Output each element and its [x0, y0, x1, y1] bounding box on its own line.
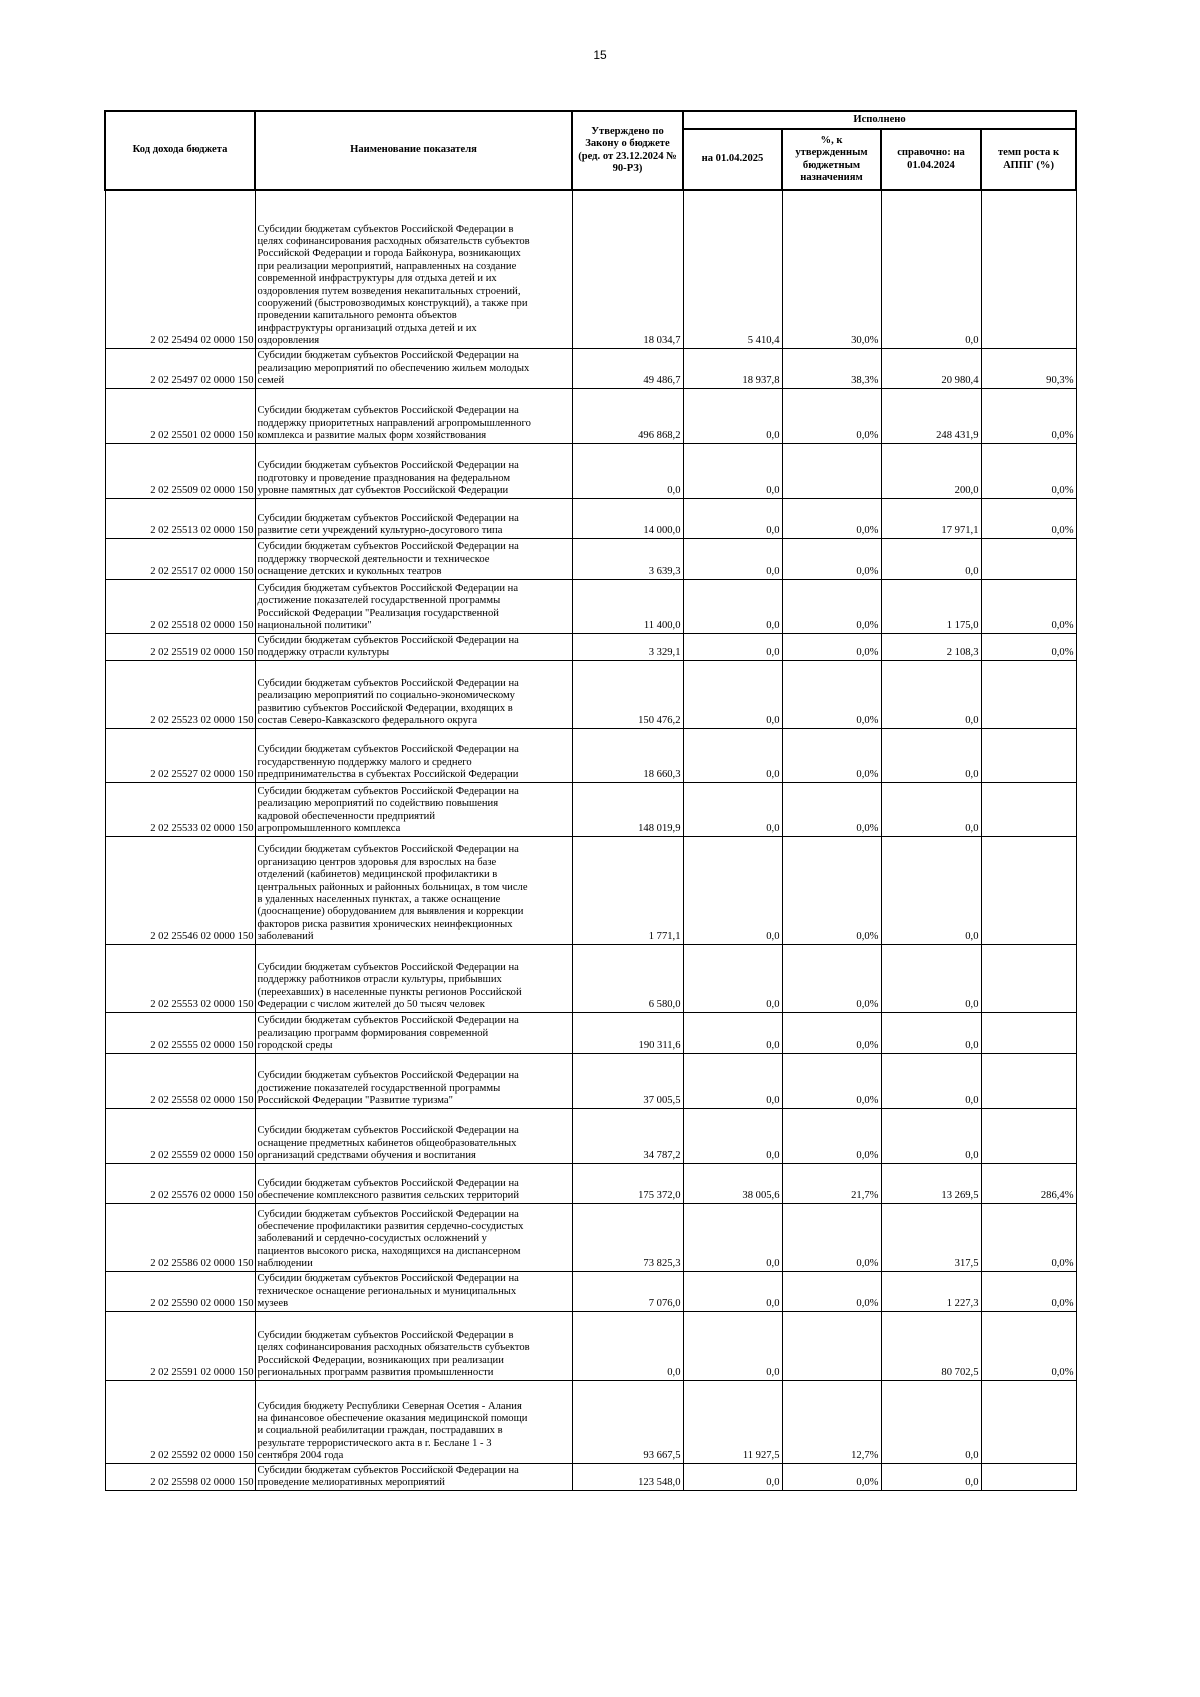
row-reference: 1 227,3	[881, 1271, 981, 1311]
table-row	[105, 498, 1076, 538]
row-name-line: кадровой обеспеченности предприятий	[257, 810, 436, 822]
row-code: 2 02 25555 02 0000 150	[105, 1012, 255, 1053]
row-percent: 0,0%	[782, 633, 881, 660]
row-date: 0,0	[683, 579, 782, 633]
row-code: 2 02 25518 02 0000 150	[105, 579, 255, 633]
row-name	[255, 1203, 572, 1271]
row-name-line: и социальной реабилитации граждан, пострадавших в	[257, 1425, 503, 1437]
row-reference: 0,0	[881, 728, 981, 782]
row-name-line: Субсидии бюджетам субъектов Российской Федерации на	[257, 785, 519, 797]
row-percent	[782, 443, 881, 498]
row-name-line: предпринимательства в субъектах Российской Федерации	[257, 769, 519, 781]
table-body	[105, 190, 1076, 1490]
row-name	[255, 348, 572, 388]
row-name-line: техническое оснащение региональных и муниципальных	[257, 1285, 517, 1297]
row-code: 2 02 25523 02 0000 150	[105, 660, 255, 728]
row-name	[255, 1311, 572, 1380]
table-row	[105, 538, 1076, 579]
row-approved: 496 868,2	[572, 388, 683, 443]
header-growth: темп роста к АППГ (%)	[981, 129, 1076, 190]
row-name	[255, 728, 572, 782]
row-name-line: на финансовое обеспечение оказания медицинской помощи	[257, 1412, 528, 1424]
row-name-line: Российской Федерации "Развитие туризма"	[257, 1095, 453, 1107]
row-name-line: оздоровления	[257, 335, 320, 347]
row-percent: 0,0%	[782, 538, 881, 579]
header-executed: Исполнено	[683, 111, 1076, 129]
row-code: 2 02 25533 02 0000 150	[105, 782, 255, 836]
row-growth	[981, 660, 1076, 728]
row-name-line: реализацию мероприятий по социально-экономическому	[257, 690, 515, 702]
header-reference: справочно: на 01.04.2024	[881, 129, 981, 190]
row-code: 2 02 25559 02 0000 150	[105, 1108, 255, 1163]
table-row	[105, 190, 1076, 348]
header-code: Код дохода бюджета	[105, 111, 255, 190]
row-name-line: Российской Федерации "Реализация государственной	[257, 607, 499, 619]
row-name-line: Субсидии бюджетам субъектов Российской Федерации на	[257, 1015, 519, 1027]
row-percent: 0,0%	[782, 1108, 881, 1163]
row-name-line: агропромышленного комплекса	[257, 823, 401, 835]
row-name	[255, 1463, 572, 1490]
row-date: 0,0	[683, 538, 782, 579]
row-approved: 3 329,1	[572, 633, 683, 660]
row-code: 2 02 25586 02 0000 150	[105, 1203, 255, 1271]
row-name-line: инфраструктуры организаций отдыха детей и их	[257, 322, 477, 334]
table-row	[105, 1271, 1076, 1311]
row-reference: 0,0	[881, 538, 981, 579]
row-name-line: Субсидии бюджетам субъектов Российской Федерации на	[257, 1464, 519, 1476]
row-growth: 90,3%	[981, 348, 1076, 388]
row-approved: 1 771,1	[572, 836, 683, 944]
row-date: 0,0	[683, 1053, 782, 1108]
row-growth	[981, 728, 1076, 782]
row-approved: 93 667,5	[572, 1380, 683, 1463]
row-name-line: реализацию мероприятий по содействию повышения	[257, 798, 499, 810]
row-name-line: Субсидия бюджету Республики Северная Осетия - Алания	[257, 1400, 522, 1412]
row-percent: 0,0%	[782, 782, 881, 836]
row-code: 2 02 25598 02 0000 150	[105, 1463, 255, 1490]
row-name-line: Субсидии бюджетам субъектов Российской Федерации на	[257, 1177, 519, 1189]
row-code: 2 02 25590 02 0000 150	[105, 1271, 255, 1311]
row-date: 0,0	[683, 1012, 782, 1053]
row-code: 2 02 25517 02 0000 150	[105, 538, 255, 579]
row-name-line: Субсидии бюджетам субъектов Российской Федерации на	[257, 961, 519, 973]
row-percent: 12,7%	[782, 1380, 881, 1463]
row-name-line: организаций средствами обучения и воспитания	[257, 1150, 476, 1162]
row-percent: 0,0%	[782, 836, 881, 944]
row-date: 0,0	[683, 660, 782, 728]
row-name-line: организацию центров здоровья для взрослых на базе	[257, 856, 497, 868]
row-approved: 37 005,5	[572, 1053, 683, 1108]
table-row	[105, 1012, 1076, 1053]
row-name-line: обеспечение комплексного развития сельских территорий	[257, 1190, 519, 1202]
row-approved: 11 400,0	[572, 579, 683, 633]
row-name-line: Субсидии бюджетам субъектов Российской Федерации на	[257, 634, 519, 646]
row-name	[255, 443, 572, 498]
table-row	[105, 782, 1076, 836]
row-approved: 150 476,2	[572, 660, 683, 728]
row-name-line: поддержку творческой деятельности и техническое	[257, 553, 490, 565]
row-name-line: целях софинансирования расходных обязательств субъектов	[257, 1342, 530, 1354]
table-row	[105, 1163, 1076, 1203]
row-date: 38 005,6	[683, 1163, 782, 1203]
row-percent: 0,0%	[782, 498, 881, 538]
table-row	[105, 1108, 1076, 1163]
row-code: 2 02 25509 02 0000 150	[105, 443, 255, 498]
row-date: 0,0	[683, 388, 782, 443]
row-reference: 17 971,1	[881, 498, 981, 538]
row-name-line: современной инфраструктуры для отдыха детей и их	[257, 273, 497, 285]
row-reference: 20 980,4	[881, 348, 981, 388]
row-name-line: Субсидии бюджетам субъектов Российской Федерации на	[257, 1070, 519, 1082]
row-name-line: государственную поддержку малого и среднего	[257, 756, 472, 768]
row-name-line: сооружений (быстровозводимых конструкций), а также при	[257, 297, 528, 309]
row-name	[255, 1163, 572, 1203]
row-growth	[981, 836, 1076, 944]
row-name	[255, 190, 572, 348]
table-row	[105, 944, 1076, 1012]
row-name-line: Субсидии бюджетам субъектов Российской Федерации на	[257, 677, 519, 689]
row-date: 0,0	[683, 1463, 782, 1490]
row-name-line: подготовку и проведение празднования на федеральном	[257, 472, 511, 484]
row-name-line: результате террористического акта в г. Беслане 1 - 3	[257, 1437, 492, 1449]
row-name-line: оздоровления путем возведения некапитальных строений,	[257, 285, 521, 297]
row-approved: 6 580,0	[572, 944, 683, 1012]
header-approved: Утверждено по Закону о бюджете (ред. от 23.12.2024 № 90-РЗ)	[572, 111, 683, 190]
row-reference: 248 431,9	[881, 388, 981, 443]
row-date: 0,0	[683, 1271, 782, 1311]
row-growth: 0,0%	[981, 1203, 1076, 1271]
row-growth	[981, 944, 1076, 1012]
row-growth	[981, 1380, 1076, 1463]
row-name-line: комплекса и развитие малых форм хозяйствования	[257, 430, 487, 442]
row-reference: 0,0	[881, 782, 981, 836]
row-growth: 0,0%	[981, 579, 1076, 633]
row-name-line: в удаленных населенных пунктах, а также оснащение	[257, 893, 501, 905]
row-date: 18 937,8	[683, 348, 782, 388]
row-growth: 0,0%	[981, 633, 1076, 660]
row-name-line: Субсидия бюджетам субъектов Российской Федерации на	[257, 582, 519, 594]
row-growth	[981, 538, 1076, 579]
row-reference: 0,0	[881, 1108, 981, 1163]
header-percent: %, к утвержденным бюджетным назначениям	[782, 129, 881, 190]
row-name-line: поддержку отрасли культуры	[257, 647, 390, 659]
row-name-line: развитию субъектов Российской Федерации, входящих в	[257, 702, 513, 714]
row-approved: 0,0	[572, 443, 683, 498]
row-date: 0,0	[683, 728, 782, 782]
table-row	[105, 579, 1076, 633]
row-name-line: Субсидии бюджетам субъектов Российской Федерации на	[257, 1273, 519, 1285]
row-name-line: реализацию мероприятий по обеспечению жильем молодых	[257, 362, 530, 374]
header-date: на 01.04.2025	[683, 129, 782, 190]
row-approved: 49 486,7	[572, 348, 683, 388]
row-code: 2 02 25527 02 0000 150	[105, 728, 255, 782]
row-reference: 0,0	[881, 1380, 981, 1463]
row-reference: 0,0	[881, 660, 981, 728]
row-approved: 190 311,6	[572, 1012, 683, 1053]
row-name-line: достижение показателей государственной программы	[257, 595, 501, 607]
row-name-line: состав Северо-Кавказского федерального округа	[257, 715, 478, 727]
row-name-line: заболеваний	[257, 931, 314, 943]
row-reference: 0,0	[881, 944, 981, 1012]
row-approved: 73 825,3	[572, 1203, 683, 1271]
row-name-line: центральных районных и районных больницах, в том числе	[257, 881, 528, 893]
row-name	[255, 579, 572, 633]
row-name	[255, 388, 572, 443]
row-name-line: проведение мелиоративных мероприятий	[257, 1477, 445, 1489]
table-row	[105, 836, 1076, 944]
row-code: 2 02 25494 02 0000 150	[105, 190, 255, 348]
row-percent: 0,0%	[782, 1053, 881, 1108]
row-approved: 3 639,3	[572, 538, 683, 579]
row-growth	[981, 1053, 1076, 1108]
row-name-line: музеев	[257, 1298, 289, 1310]
row-name-line: заболеваний и сердечно-сосудистых осложнений у	[257, 1233, 487, 1245]
row-name-line: Субсидии бюджетам субъектов Российской Федерации на	[257, 844, 519, 856]
row-name-line: городской среды	[257, 1040, 333, 1052]
row-percent: 0,0%	[782, 1271, 881, 1311]
row-name-line: обеспечение профилактики развития сердечно-сосудистых	[257, 1220, 524, 1232]
table-row	[105, 1053, 1076, 1108]
row-reference: 13 269,5	[881, 1163, 981, 1203]
row-date: 0,0	[683, 633, 782, 660]
row-name	[255, 538, 572, 579]
row-code: 2 02 25592 02 0000 150	[105, 1380, 255, 1463]
row-reference: 0,0	[881, 836, 981, 944]
table-row	[105, 660, 1076, 728]
row-reference: 0,0	[881, 1012, 981, 1053]
row-name-line: оснащение предметных кабинетов общеобразовательных	[257, 1137, 517, 1149]
row-name	[255, 1271, 572, 1311]
row-name-line: пациентов высокого риска, находящихся на диспансерном	[257, 1245, 521, 1257]
row-date: 0,0	[683, 1311, 782, 1380]
row-name	[255, 498, 572, 538]
row-code: 2 02 25546 02 0000 150	[105, 836, 255, 944]
row-growth: 0,0%	[981, 443, 1076, 498]
row-name-line: Субсидии бюджетам субъектов Российской Федерации на	[257, 460, 519, 472]
row-name-line: при реализации мероприятий, направленных на создание	[257, 260, 517, 272]
row-name	[255, 836, 572, 944]
row-reference: 80 702,5	[881, 1311, 981, 1380]
row-reference: 2 108,3	[881, 633, 981, 660]
table-row	[105, 728, 1076, 782]
row-name-line: оснащение детских и кукольных театров	[257, 566, 442, 578]
row-growth: 0,0%	[981, 498, 1076, 538]
row-name-line: Субсидии бюджетам субъектов Российской Федерации на	[257, 541, 519, 553]
row-date: 0,0	[683, 836, 782, 944]
row-percent: 0,0%	[782, 1203, 881, 1271]
row-name-line: (переехавших) в населенные пункты регионов Российской	[257, 986, 522, 998]
row-name-line: достижение показателей государственной программы	[257, 1082, 501, 1094]
row-reference: 0,0	[881, 1463, 981, 1490]
row-approved: 123 548,0	[572, 1463, 683, 1490]
row-date: 0,0	[683, 443, 782, 498]
table-row	[105, 1463, 1076, 1490]
table-row	[105, 1380, 1076, 1463]
row-approved: 148 019,9	[572, 782, 683, 836]
row-date: 0,0	[683, 1108, 782, 1163]
row-reference: 317,5	[881, 1203, 981, 1271]
row-name-line: уровне памятных дат субъектов Российской Федерации	[257, 485, 509, 497]
row-percent: 0,0%	[782, 728, 881, 782]
row-name-line: целях софинансирования расходных обязательств субъектов	[257, 235, 530, 247]
row-code: 2 02 25576 02 0000 150	[105, 1163, 255, 1203]
row-percent: 0,0%	[782, 1463, 881, 1490]
row-approved: 34 787,2	[572, 1108, 683, 1163]
row-name-line: (дооснащение) оборудованием для выявления и коррекции	[257, 906, 524, 918]
row-name-line: Субсидии бюджетам субъектов Российской Федерации на	[257, 405, 519, 417]
row-approved: 7 076,0	[572, 1271, 683, 1311]
row-name-line: Федерации с числом жителей до 50 тысяч человек	[257, 999, 485, 1011]
row-code: 2 02 25497 02 0000 150	[105, 348, 255, 388]
row-name-line: факторов риска развития хронических неинфекционных	[257, 918, 513, 930]
row-date: 0,0	[683, 782, 782, 836]
row-growth: 0,0%	[981, 1271, 1076, 1311]
table-row	[105, 443, 1076, 498]
row-name-line: поддержку работников отрасли культуры, прибывших	[257, 974, 502, 986]
row-code: 2 02 25501 02 0000 150	[105, 388, 255, 443]
row-percent: 38,3%	[782, 348, 881, 388]
row-name-line: Российской Федерации и города Байконура, возникающих	[257, 248, 521, 260]
row-growth: 286,4%	[981, 1163, 1076, 1203]
row-name-line: Субсидии бюджетам субъектов Российской Федерации на	[257, 1125, 519, 1137]
row-reference: 1 175,0	[881, 579, 981, 633]
row-name	[255, 1012, 572, 1053]
row-code: 2 02 25519 02 0000 150	[105, 633, 255, 660]
row-name-line: национальной политики"	[257, 620, 372, 632]
budget-revenue-table	[104, 110, 1077, 1491]
row-percent: 0,0%	[782, 1012, 881, 1053]
table-row	[105, 1311, 1076, 1380]
row-code: 2 02 25513 02 0000 150	[105, 498, 255, 538]
row-date: 0,0	[683, 944, 782, 1012]
row-code: 2 02 25553 02 0000 150	[105, 944, 255, 1012]
row-name-line: региональных программ развития промышленности	[257, 1367, 494, 1379]
row-name-line: реализацию программ формирования современной	[257, 1027, 489, 1039]
row-growth	[981, 1108, 1076, 1163]
row-percent: 21,7%	[782, 1163, 881, 1203]
row-date: 0,0	[683, 1203, 782, 1271]
row-percent: 0,0%	[782, 388, 881, 443]
row-name-line: Субсидии бюджетам субъектов Российской Федерации в	[257, 223, 514, 235]
row-percent	[782, 1311, 881, 1380]
row-date: 5 410,4	[683, 190, 782, 348]
row-name	[255, 1053, 572, 1108]
row-date: 11 927,5	[683, 1380, 782, 1463]
row-name-line: Субсидии бюджетам субъектов Российской Федерации на	[257, 744, 519, 756]
row-code: 2 02 25591 02 0000 150	[105, 1311, 255, 1380]
row-name-line: Субсидии бюджетам субъектов Российской Федерации на	[257, 350, 519, 362]
row-growth: 0,0%	[981, 388, 1076, 443]
table-row	[105, 348, 1076, 388]
row-approved: 18 034,7	[572, 190, 683, 348]
row-name	[255, 1108, 572, 1163]
page-number: 15	[593, 48, 607, 62]
row-name	[255, 944, 572, 1012]
row-growth	[981, 190, 1076, 348]
row-name-line: отделений (кабинетов) медицинской профилактики в	[257, 869, 498, 881]
row-name-line: Субсидии бюджетам субъектов Российской Федерации на	[257, 1208, 519, 1220]
row-name-line: семей	[257, 375, 285, 387]
row-reference: 0,0	[881, 190, 981, 348]
row-name	[255, 633, 572, 660]
row-growth	[981, 1463, 1076, 1490]
row-approved: 175 372,0	[572, 1163, 683, 1203]
row-growth: 0,0%	[981, 1311, 1076, 1380]
row-approved: 18 660,3	[572, 728, 683, 782]
row-percent: 30,0%	[782, 190, 881, 348]
header-name: Наименование показателя	[255, 111, 572, 190]
table-row	[105, 1203, 1076, 1271]
row-name-line: Российской Федерации, возникающих при реализации	[257, 1354, 504, 1366]
row-percent: 0,0%	[782, 944, 881, 1012]
row-name-line: наблюдении	[257, 1258, 313, 1270]
row-approved: 14 000,0	[572, 498, 683, 538]
row-growth	[981, 1012, 1076, 1053]
row-name-line: Субсидии бюджетам субъектов Российской Федерации в	[257, 1329, 514, 1341]
row-date: 0,0	[683, 498, 782, 538]
table-row	[105, 633, 1076, 660]
row-percent: 0,0%	[782, 660, 881, 728]
row-name-line: Субсидии бюджетам субъектов Российской Федерации на	[257, 512, 519, 524]
row-percent: 0,0%	[782, 579, 881, 633]
row-growth	[981, 782, 1076, 836]
table-row	[105, 388, 1076, 443]
row-reference: 200,0	[881, 443, 981, 498]
row-approved: 0,0	[572, 1311, 683, 1380]
row-name	[255, 782, 572, 836]
row-name-line: поддержку приоритетных направлений агропромышленного	[257, 417, 531, 429]
row-code: 2 02 25558 02 0000 150	[105, 1053, 255, 1108]
row-name-line: проведении капитального ремонта объектов	[257, 310, 457, 322]
row-name-line: развитие сети учреждений культурно-досугового типа	[257, 525, 503, 537]
row-reference: 0,0	[881, 1053, 981, 1108]
row-name	[255, 1380, 572, 1463]
row-name	[255, 660, 572, 728]
row-name-line: сентября 2004 года	[257, 1450, 344, 1462]
